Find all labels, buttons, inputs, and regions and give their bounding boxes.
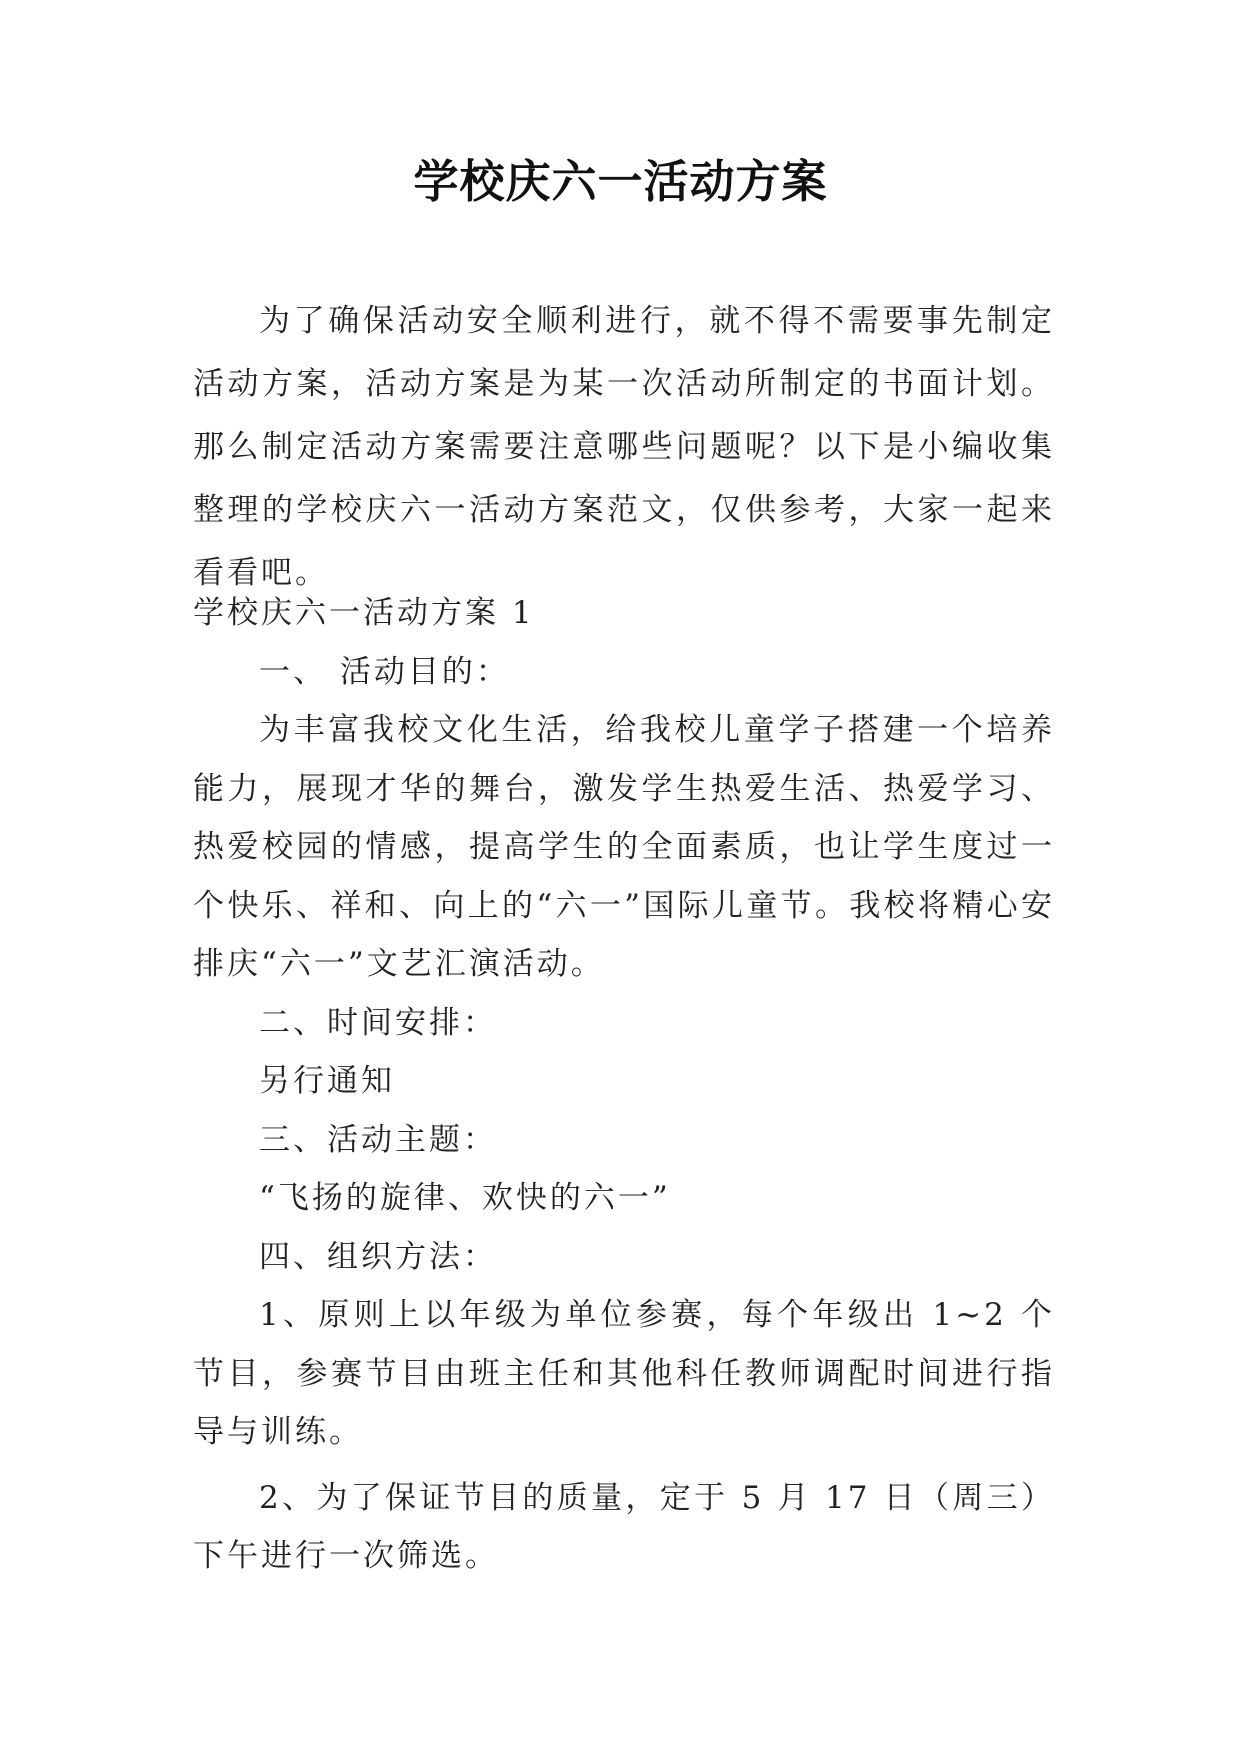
paragraph-organization-1: 1、原则上以年级为单位参赛，每个年级出 1~2 个节目，参赛节目由班主任和其他科任教师调配时间进行指导与训练。: [193, 1297, 1055, 1450]
heading-purpose: 一、 活动目的：: [259, 653, 510, 690]
heading-theme: 三、活动主题：: [259, 1121, 497, 1158]
paragraph-purpose: 为丰富我校文化生活，给我校儿童学子搭建一个培养能力，展现才华的舞台，激发学生热爱生活、热爱学习、热爱校园的情感，提高学生的全面素质，也让学生度过一个快乐、祥和、向上的“六一”国际儿童节。我校将精心安排庆“六一”文艺汇演活动。: [193, 712, 1055, 982]
heading-schedule: 二、时间安排：: [259, 1004, 497, 1041]
paragraph-schedule: 另行通知: [259, 1063, 395, 1099]
paragraph-organization-2: 2、为了保证节目的质量，定于 5 月 17 日（周三）下午进行一次筛选。: [193, 1479, 1055, 1574]
heading-organization: 四、组织方法：: [259, 1238, 497, 1275]
intro-paragraph: [193, 290, 1055, 605]
intro-text: 为了确保活动安全顺利进行，就不得不需要事先制定活动方案，活动方案是为某一次活动所制定的书面计划。那么制定活动方案需要注意哪些问题呢？以下是小编收集整理的学校庆六一活动方案范文，仅供参考，大家一起来看看吧。: [193, 303, 1055, 591]
paragraph-theme: “飞扬的旋律、欢快的六一”: [259, 1180, 671, 1216]
document-body: [193, 584, 1055, 1586]
section-heading: 学校庆六一活动方案 1: [193, 595, 535, 631]
document-title: 学校庆六一活动方案: [413, 155, 828, 208]
